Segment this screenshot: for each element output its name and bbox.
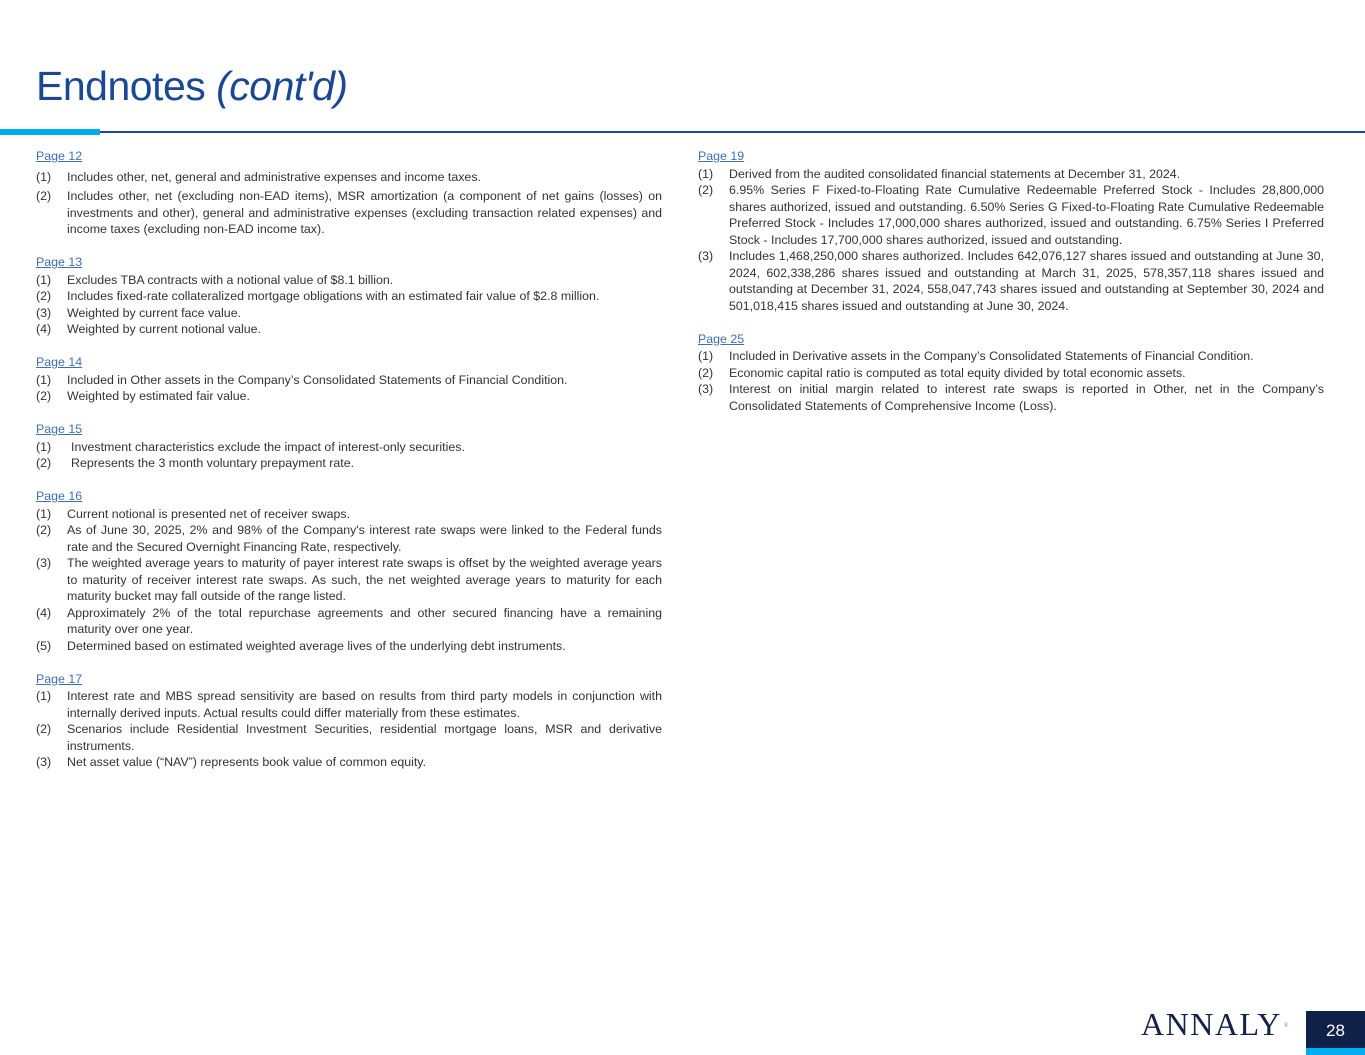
endnote-item (36, 455, 662, 472)
endnote-section (36, 671, 662, 771)
endnote-item (36, 169, 662, 186)
endnote-number: (1) (36, 439, 52, 454)
endnote-text: Interest on initial margin related to interest rate swaps is reported in Other, net in the Company’s Consolidated Statements of Comprehensive Income (Loss). (729, 382, 1324, 413)
registered-mark: ® (1283, 1023, 1290, 1029)
endnote-text: Includes 1,468,250,000 shares authorized. Includes 642,076,127 shares issued and outstanding at June 30, 2024, 602,338,286 shares issued and outstanding at March 31, 2025, 578,357,118 shares issued and outstanding at December 31, 2024, 558,047,743 shares issued and outstanding at September 30, 2024 and 501,018,415 shares issued and outstanding at June 30, 2024. (729, 249, 1324, 313)
endnote-number: (1) (698, 166, 714, 181)
endnote-text: The weighted average years to maturity of payer interest rate swaps is offset by the weighted average years to maturity of receiver interest rate swaps. As such, the net weighted average years to maturity for each maturity bucket may fall outside of the range listed. (67, 556, 662, 603)
endnote-section (36, 254, 662, 338)
endnote-item (698, 365, 1324, 382)
endnote-item (36, 321, 662, 338)
endnote-text: Included in Other assets in the Company’s Consolidated Statements of Financial Condition. (67, 372, 568, 387)
endnote-text: Current notional is presented net of receiver swaps. (67, 506, 351, 521)
page-link[interactable]: Page 15 (36, 422, 83, 436)
endnote-item (36, 721, 662, 754)
page-title (36, 60, 348, 112)
endnote-text: Represents the 3 month voluntary prepayment rate. (71, 456, 355, 470)
endnote-number: (3) (36, 755, 52, 769)
page-number-accent (1306, 1048, 1365, 1055)
endnote-item (698, 348, 1324, 365)
endnote-item (36, 688, 662, 721)
endnote-number: (3) (36, 305, 52, 320)
company-logo (1141, 1006, 1290, 1042)
endnote-text: Interest rate and MBS spread sensitivity are based on results from third party models in conjunction with internally derived inputs. Actual results could differ materially from these estimates. (67, 689, 662, 720)
endnote-number: (2) (36, 523, 52, 537)
endnote-item (36, 555, 662, 605)
endnote-number: (2) (698, 365, 714, 380)
endnote-text: Weighted by current notional value. (67, 322, 262, 336)
endnote-item (36, 288, 662, 305)
endnote-text: Scenarios include Residential Investment Securities, residential mortgage loans, MSR and derivative instruments. (67, 722, 662, 753)
endnote-item (36, 522, 662, 555)
endnote-number: (1) (36, 272, 52, 287)
endnote-item (36, 305, 662, 322)
page-title-italic: (cont'd) (216, 63, 348, 109)
endnote-number: (2) (36, 189, 52, 203)
endnote-text: 6.95% Series F Fixed-to-Floating Rate Cumulative Redeemable Preferred Stock - Includes 28,800,000 shares authorized, issued and outstanding. 6.50% Series G Fixed-to-Floating Rate Cumulative Redeemable Preferred Stock - Includes 17,000,000 shares authorized, issued and outstanding. 6.75% Series I Preferred Stock - Includes 17,700,000 shares authorized, issued and outstanding. (729, 183, 1324, 247)
endnote-section (698, 331, 1324, 415)
endnote-item (698, 248, 1324, 314)
endnote-text: As of June 30, 2025, 2% and 98% of the Company's interest rate swaps were linked to the Federal funds rate and the Secured Overnight Financing Rate, respectively. (67, 523, 662, 554)
header-divider (0, 131, 1365, 133)
endnote-text: Includes other, net, general and administrative expenses and income taxes. (67, 169, 481, 184)
endnote-text: Weighted by current face value. (67, 305, 242, 320)
endnote-number: (4) (36, 322, 52, 336)
endnote-text: Approximately 2% of the total repurchase agreements and other secured financing have a remaining maturity over one year. (67, 605, 662, 636)
endnote-section (36, 488, 662, 654)
page-link[interactable]: Page 16 (36, 489, 83, 503)
endnote-text: Includes fixed-rate collateralized mortgage obligations with an estimated fair value of $2.8 million. (67, 289, 600, 303)
endnote-item (698, 182, 1324, 248)
endnote-number: (2) (36, 389, 52, 403)
endnote-number: (1) (698, 349, 714, 363)
endnote-text: Excludes TBA contracts with a notional value of $8.1 billion. (67, 272, 394, 287)
page-link[interactable]: Page 25 (698, 331, 745, 346)
page-title-main: Endnotes (36, 63, 217, 109)
endnote-number: (2) (698, 183, 714, 197)
endnote-text: Included in Derivative assets in the Company’s Consolidated Statements of Financial Condition. (729, 349, 1254, 363)
page-number-box (1306, 1011, 1365, 1055)
left-column (36, 148, 662, 787)
endnote-number: (3) (698, 249, 714, 263)
page-link[interactable]: Page 19 (698, 149, 745, 163)
header-accent-bar (0, 129, 100, 135)
endnote-section (36, 354, 662, 405)
endnote-section (36, 148, 662, 238)
endnote-item (36, 188, 662, 238)
endnote-item (36, 388, 662, 405)
endnote-text: Includes other, net (excluding non-EAD items), MSR amortization (a component of net gains (losses) on investments and other), general and administrative expenses (excluding transaction related expenses) and income taxes (excluding non-EAD income tax). (67, 189, 662, 236)
page-link[interactable]: Page 14 (36, 355, 83, 369)
page-number: 28 (1326, 1021, 1345, 1040)
endnote-number: (1) (36, 372, 52, 387)
endnote-item (698, 166, 1324, 183)
endnote-item (36, 506, 662, 523)
endnote-text: Investment characteristics exclude the impact of interest-only securities. (71, 439, 465, 454)
endnote-number: (5) (36, 638, 52, 653)
endnote-item (36, 272, 662, 289)
endnote-number: (2) (36, 722, 52, 736)
endnote-number: (2) (36, 289, 52, 303)
endnote-text: Weighted by estimated fair value. (67, 389, 250, 403)
endnote-number: (4) (36, 605, 52, 620)
endnote-item (36, 754, 662, 771)
endnote-number: (2) (36, 456, 52, 470)
endnote-number: (1) (36, 169, 52, 184)
endnote-item (698, 381, 1324, 414)
endnote-item (36, 372, 662, 389)
endnote-text: Economic capital ratio is computed as total equity divided by total economic assets. (729, 365, 1186, 380)
endnote-item (36, 439, 662, 456)
endnote-text: Derived from the audited consolidated financial statements at December 31, 2024. (729, 166, 1181, 181)
endnote-text: Net asset value (“NAV”) represents book value of common equity. (67, 755, 427, 769)
endnote-number: (3) (36, 556, 52, 570)
right-column (698, 148, 1324, 431)
endnote-number: (1) (36, 506, 52, 521)
endnote-text: Determined based on estimated weighted average lives of the underlying debt instruments. (67, 638, 566, 653)
page-link[interactable]: Page 12 (36, 149, 83, 163)
endnote-number: (3) (698, 382, 714, 396)
endnote-item (36, 605, 662, 638)
logo-text: ANNALY (1141, 1006, 1282, 1042)
endnote-number: (1) (36, 689, 52, 703)
page-link[interactable]: Page 17 (36, 671, 83, 686)
endnote-section (36, 421, 662, 472)
page-link[interactable]: Page 13 (36, 255, 83, 269)
endnote-item (36, 638, 662, 655)
endnote-section (698, 148, 1324, 314)
